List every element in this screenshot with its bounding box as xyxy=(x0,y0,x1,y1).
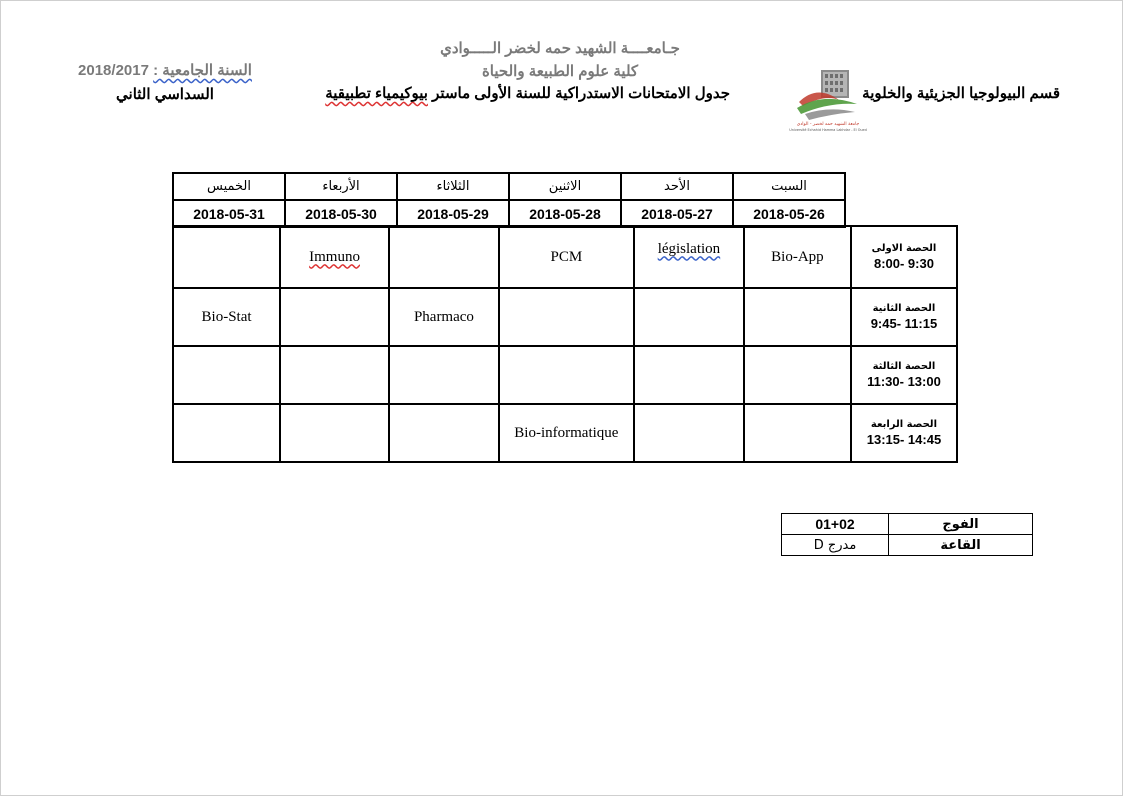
day-name: الثلاثاء xyxy=(397,173,509,200)
group-label: الفوج xyxy=(889,514,1033,535)
group-room-table xyxy=(781,513,1033,556)
day-name: الاثنين xyxy=(509,173,621,200)
exam-cell xyxy=(389,346,499,404)
session-cell xyxy=(851,288,957,346)
exam-schedule-table xyxy=(172,225,958,463)
schedule-title-prefix: جدول الامتحانات الاستدراكية للسنة الأولى ماستر xyxy=(432,85,730,102)
exam-label: législation xyxy=(657,240,721,257)
exam-cell xyxy=(280,404,389,462)
days-header-table xyxy=(172,172,846,228)
exam-cell xyxy=(389,226,499,288)
exam-cell xyxy=(634,404,744,462)
academic-year xyxy=(60,61,270,79)
group-value: 01+02 xyxy=(782,514,889,535)
schedule-title xyxy=(300,84,730,102)
exam-cell xyxy=(280,226,389,288)
group-row xyxy=(782,514,1033,535)
table-row xyxy=(173,288,957,346)
exam-cell xyxy=(634,288,744,346)
day-date: 2018-05-26 xyxy=(733,200,845,227)
academic-year-value: 2018/2017 xyxy=(78,62,149,79)
logo-caption-fr: Université Echahid Hamma Lakhdar - El Oued xyxy=(789,128,867,132)
exam-cell xyxy=(499,346,634,404)
exam-cell xyxy=(499,288,634,346)
day-name: السبت xyxy=(733,173,845,200)
table-row xyxy=(173,404,957,462)
day-date: 2018-05-30 xyxy=(285,200,397,227)
exam-cell xyxy=(744,346,851,404)
academic-year-label: السنة الجامعية : xyxy=(153,62,252,79)
university-name: جـامعــــة الشهيد حمه لخضر الـــــوادي xyxy=(440,40,680,57)
session-name: الحصة الاولى xyxy=(871,243,937,254)
exam-cell: Bio-App xyxy=(744,226,851,288)
exam-cell xyxy=(173,226,280,288)
session-name: الحصة الثالثة xyxy=(872,361,936,372)
table-row xyxy=(173,226,957,288)
room-value: مدرج D xyxy=(782,535,889,556)
exam-cell xyxy=(280,346,389,404)
session-cell xyxy=(851,404,957,462)
session-cell xyxy=(851,226,957,288)
exam-cell: PCM xyxy=(499,226,634,288)
session-time: 8:00- 9:30 xyxy=(873,256,934,271)
day-date: 2018-05-28 xyxy=(509,200,621,227)
exam-cell xyxy=(173,404,280,462)
exam-cell xyxy=(744,288,851,346)
day-date: 2018-05-29 xyxy=(397,200,509,227)
session-time: 9:45- 11:15 xyxy=(870,316,938,331)
semester: السداسي الثاني xyxy=(116,86,214,103)
room-label: القاعة xyxy=(889,535,1033,556)
exam-cell xyxy=(280,288,389,346)
session-cell xyxy=(851,346,957,404)
exam-cell: Pharmaco xyxy=(389,288,499,346)
room-row xyxy=(782,535,1033,556)
exam-cell: Bio-informatique xyxy=(499,404,634,462)
department-name: قسم البيولوجيا الجزيئية والخلوية xyxy=(862,85,1060,102)
day-name: الخميس xyxy=(173,173,285,200)
session-time: 11:30- 13:00 xyxy=(867,374,941,389)
exam-label: Immuno xyxy=(309,248,360,265)
session-time: 13:15- 14:45 xyxy=(866,432,942,447)
exam-cell: Bio-Stat xyxy=(173,288,280,346)
day-dates-row xyxy=(173,200,845,227)
day-names-row xyxy=(173,173,845,200)
exam-cell xyxy=(744,404,851,462)
schedule-title-specialty: بيوكيمياء تطبيقية xyxy=(325,85,428,102)
exam-cell xyxy=(173,346,280,404)
day-date: 2018-05-27 xyxy=(621,200,733,227)
day-date: 2018-05-31 xyxy=(173,200,285,227)
day-name: الأربعاء xyxy=(285,173,397,200)
exam-cell xyxy=(634,346,744,404)
university-logo-icon xyxy=(789,62,867,134)
session-name: الحصة الرابعة xyxy=(870,419,937,430)
faculty-name: كلية علوم الطبيعة والحياة xyxy=(481,63,639,80)
day-name: الأحد xyxy=(621,173,733,200)
session-name: الحصة الثانية xyxy=(872,303,936,314)
logo-caption-ar: جامعة الشهيد حمه لخضر - الوادي xyxy=(796,122,860,127)
table-row xyxy=(173,346,957,404)
exam-cell xyxy=(389,404,499,462)
exam-cell xyxy=(634,226,744,288)
